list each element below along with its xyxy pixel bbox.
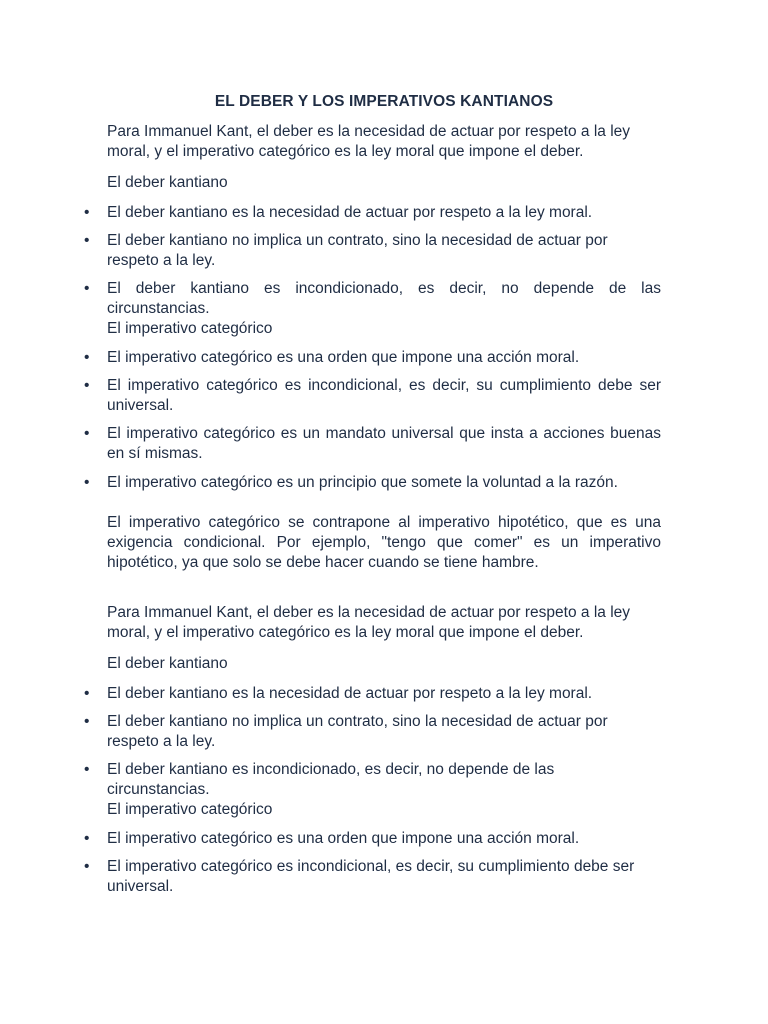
list-item: El imperativo categórico es un principio que somete la voluntad a la razón. [107, 474, 618, 491]
section-heading: El imperativo categórico [107, 320, 273, 337]
intro-paragraph: Para Immanuel Kant, el deber es la necesidad de actuar por respeto a la ley moral, y el imperativo categórico es la ley moral que impone el deber. [107, 604, 631, 641]
list-item: El imperativo categórico es un mandato universal que insta a acciones buenas en sí mismas. [107, 425, 661, 462]
list-item: El deber kantiano es incondicionado, es decir, no depende de las circunstancias. [107, 761, 555, 798]
bullet-marker: • [84, 685, 90, 702]
bullet-marker: • [84, 830, 90, 847]
list-item: El deber kantiano es incondicionado, es decir, no depende de las circunstancias. [107, 280, 661, 317]
bullet-marker: • [84, 858, 90, 875]
bullet-marker: • [84, 713, 90, 730]
section-heading: El deber kantiano [107, 655, 228, 672]
section-heading: El deber kantiano [107, 174, 228, 191]
bullet-marker: • [84, 204, 90, 221]
list-item: El deber kantiano no implica un contrato, sino la necesidad de actuar por respeto a la ley. [107, 713, 608, 750]
page-title: EL DEBER Y LOS IMPERATIVOS KANTIANOS [214, 93, 554, 110]
bullet-marker: • [84, 232, 90, 249]
intro-paragraph: Para Immanuel Kant, el deber es la necesidad de actuar por respeto a la ley moral, y el imperativo categórico es la ley moral que impone el deber. [107, 123, 631, 160]
list-item: El imperativo categórico es una orden que impone una acción moral. [107, 349, 580, 366]
bullet-marker: • [84, 377, 90, 394]
bullet-marker: • [84, 474, 90, 491]
section-heading: El imperativo categórico [107, 801, 273, 818]
bullet-marker: • [84, 761, 90, 778]
list-item: El imperativo categórico es incondicional, es decir, su cumplimiento debe ser universal. [107, 377, 661, 414]
bullet-marker: • [84, 280, 90, 297]
list-item: El deber kantiano no implica un contrato, sino la necesidad de actuar por respeto a la ley. [107, 232, 608, 269]
list-item: El deber kantiano es la necesidad de actuar por respeto a la ley moral. [107, 204, 593, 221]
list-item: El imperativo categórico es una orden que impone una acción moral. [107, 830, 580, 847]
list-item: El deber kantiano es la necesidad de actuar por respeto a la ley moral. [107, 685, 593, 702]
bullet-marker: • [84, 349, 90, 366]
explanation-paragraph: El imperativo categórico se contrapone al imperativo hipotético, que es una exigencia condicional. Por ejemplo, "tengo que comer" es un imperativo hipotético, ya que solo se debe hacer cuando se tiene hambre. [107, 514, 661, 571]
bullet-marker: • [84, 425, 90, 442]
list-item: El imperativo categórico es incondicional, es decir, su cumplimiento debe ser universal. [107, 858, 635, 895]
